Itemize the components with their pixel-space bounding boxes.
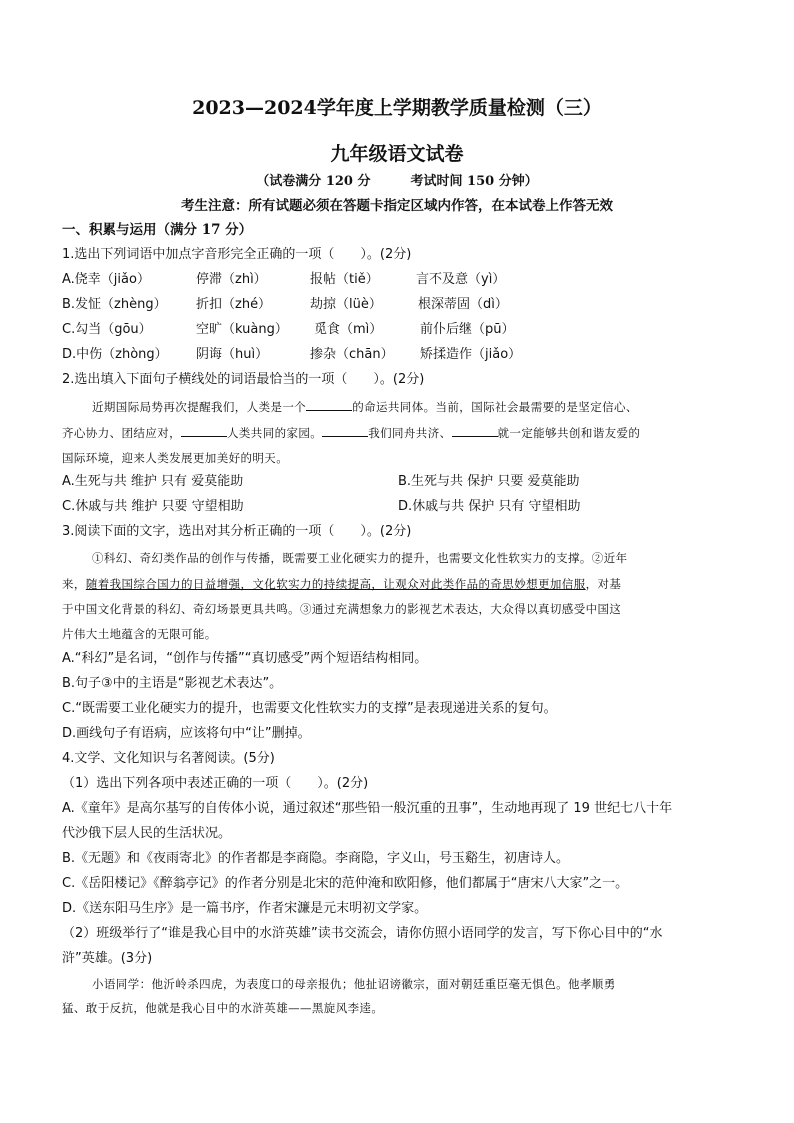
time-info: 考试时间 150 分钟） bbox=[410, 174, 538, 189]
q2-passage-line1: 近期国际局势再次提醒我们，人类是一个 的命运共同体。当前，国际社会最需要的是坚定信心、 bbox=[92, 400, 638, 414]
q3-passage-line3: 于中国文化背景的科幻、奇幻场景更具共鸣。③通过充满想象力的影视艺术表达，大众得以真切感受中国这 bbox=[62, 602, 622, 616]
section-title: 一、积累与运用（满分 17 分） bbox=[62, 222, 253, 238]
q4-sub1-option-c: C.《岳阳楼记》《醉翁亭记》的作者分别是北宋的范仲淹和欧阳修，他们都属于“唐宋八大家”之一。 bbox=[62, 876, 629, 891]
q2-passage-line3: 国际环境，迎来人类发展更加美好的明天。 bbox=[62, 451, 289, 465]
q3-option-b: B.句子③中的主语是“影视艺术表达”。 bbox=[62, 676, 283, 691]
q3-option-c: C.“既需要工业化硬实力的提升，也需要文化性软实力的支撑”是表现递进关系的复句。 bbox=[62, 701, 557, 716]
q2-option-d: D.休戚与共 保护 只有 守望相助 bbox=[398, 499, 581, 514]
q3-underlined-sentence: 随着我国综合国力的日益增强，文化软实力的持续提高，让观众对此类作品的奇思妙想更加信服 bbox=[85, 577, 586, 591]
q3-passage-line1: ①科幻、奇幻类作品的创作与传播，既需要工业化硬实力的提升，也需要文化性软实力的支撑。②近年 bbox=[92, 551, 628, 565]
q3-passage-line2: 来，随着我国综合国力的日益增强，文化软实力的持续提高，让观众对此类作品的奇思妙想更加信服，对基 bbox=[62, 577, 622, 591]
q2-option-c: C.休戚与共 维护 只要 守望相助 bbox=[62, 499, 244, 514]
q1-option-b-word3: 劫掠（lüè） bbox=[310, 297, 382, 312]
q1-option-a-word2: 停滞（zhì） bbox=[196, 272, 267, 287]
score-info: （试卷满分 120 分 bbox=[256, 174, 371, 189]
q1-option-b-word4: 根深蒂固（dì） bbox=[418, 297, 508, 312]
q2-passage-line2: 齐心协力、团结应对， 人类共同的家园。 我们同舟共济、 就一定能够共创和谐友爱的 bbox=[62, 426, 641, 440]
q2-blank-1 bbox=[306, 398, 352, 411]
q1-option-b-word2: 折扣（zhé） bbox=[196, 297, 272, 312]
q2-blank-2 bbox=[181, 424, 227, 437]
q3-stem: 3.阅读下面的文字，选出对其分析正确的一项（ ）。(2分) bbox=[62, 524, 412, 539]
q4-sub1-option-d: D.《送东阳马生序》是一篇书序，作者宋濂是元末明初文学家。 bbox=[62, 901, 428, 916]
q1-option-c-word3: 觅食（mì） bbox=[314, 322, 383, 337]
q2-blank-4 bbox=[452, 424, 498, 437]
q2-blank-3 bbox=[322, 424, 368, 437]
q4-sub1-option-b: B.《无题》和《夜雨寄北》的作者都是李商隐。李商隐，字义山，号玉谿生，初唐诗人。 bbox=[62, 851, 570, 866]
q1-option-a-word1: A.侥幸（jiǎo） bbox=[62, 272, 150, 287]
exam-info bbox=[0, 173, 794, 191]
q1-option-d-word3: 掺杂（chān） bbox=[310, 347, 394, 362]
exam-subtitle: 九年级语文试卷 bbox=[330, 143, 464, 165]
q1-option-b-word1: B.发怔（zhèng） bbox=[62, 297, 167, 312]
q4-sub1-option-a-cont: 代沙俄下层人民的生活状况。 bbox=[62, 826, 232, 841]
q1-option-d-word2: 阴诲（huì） bbox=[196, 347, 269, 362]
q4-sub2-passage-line2: 猛、敢于反抗，他就是我心目中的水浒英雄——黑旋风李逵。 bbox=[62, 1001, 384, 1015]
q4-sub1-stem: （1）选出下列各项中表述正确的一项（ ）。(2分) bbox=[62, 776, 369, 791]
q1-option-d-word4: 矫揉造作（jiǎo） bbox=[420, 347, 522, 362]
q2-option-b: B.生死与共 保护 只要 爱莫能助 bbox=[398, 474, 580, 489]
q3-passage-line4: 片伟大土地蕴含的无限可能。 bbox=[62, 627, 217, 641]
q3-option-a: A.“科幻”是名词，“创作与传播”“真切感受”两个短语结构相同。 bbox=[62, 651, 428, 666]
q2-stem: 2.选出填入下面句子横线处的词语最恰当的一项（ ）。(2分) bbox=[62, 372, 425, 387]
q1-option-a-word4: 言不及意（yì） bbox=[416, 272, 506, 287]
q4-sub2-stem-line2: 浒”英雄。(3分) bbox=[62, 951, 153, 966]
exam-notice: 考生注意：所有试题必须在答题卡指定区域内作答，在本试卷上作答无效 bbox=[181, 198, 613, 214]
q1-option-c-word4: 前仆后继（pū） bbox=[420, 322, 515, 337]
q1-option-d-word1: D.中伤（zhòng） bbox=[62, 347, 168, 362]
q1-option-c-word2: 空旷（kuàng） bbox=[196, 322, 288, 337]
q4-stem: 4.文学、文化知识与名著阅读。(5分) bbox=[62, 751, 275, 766]
q2-option-a: A.生死与共 维护 只有 爱莫能助 bbox=[62, 474, 244, 489]
q3-option-d: D.画线句子有语病，应该将句中“让”删掉。 bbox=[62, 726, 311, 741]
q4-sub1-option-a: A.《童年》是高尔基写的自传体小说，通过叙述“那些铅一般沉重的丑事”，生动地再现了 19 世纪七八十年 bbox=[62, 801, 673, 816]
q4-sub2-stem-line1: （2）班级举行了“谁是我心目中的水浒英雄”读书交流会，请你仿照小语同学的发言，写下你心目中的“水 bbox=[62, 926, 663, 941]
q1-stem: 1.选出下列词语中加点字音形完全正确的一项（ ）。(2分) bbox=[62, 247, 412, 262]
q4-sub2-passage-line1: 小语同学：他沂岭杀四虎，为表度口的母亲报仇；他扯诏谤徽宗，面对朝廷重臣毫无惧色。他孝顺勇 bbox=[92, 977, 616, 991]
q1-option-a-word3: 报帖（tiě） bbox=[310, 272, 379, 287]
q1-option-c-word1: C.勾当（gōu） bbox=[62, 322, 152, 337]
exam-title: 2023—2024学年度上学期教学质量检测（三） bbox=[192, 97, 602, 119]
